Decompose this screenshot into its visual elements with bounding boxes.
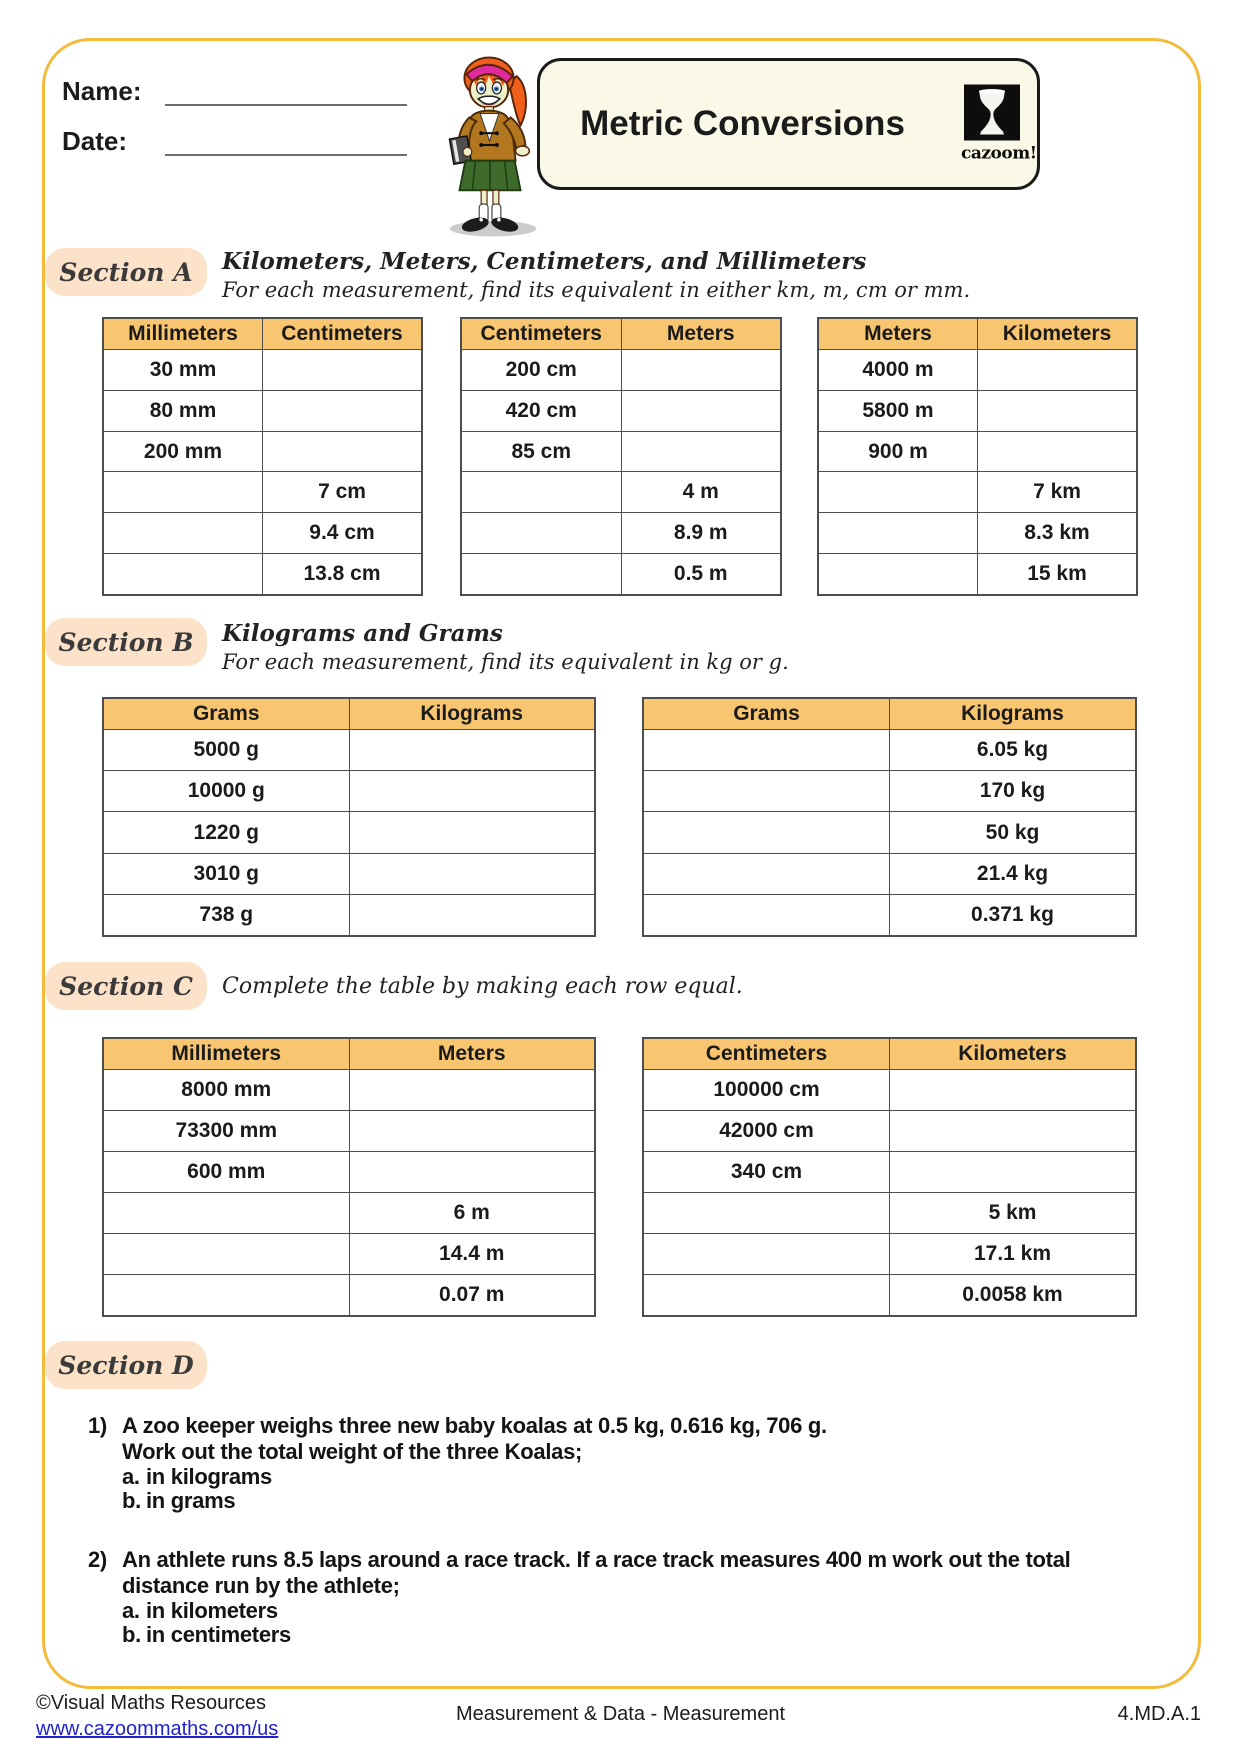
answer-cell xyxy=(262,391,421,431)
question-1-line2: Work out the total weight of the three Koalas; xyxy=(122,1439,583,1464)
table-row xyxy=(644,1069,1135,1110)
column-header: Centimeters xyxy=(262,319,421,349)
question-2-part-a: a. in kilometers xyxy=(122,1598,278,1623)
date-line xyxy=(165,154,407,156)
value-cell: 420 cm xyxy=(505,398,577,422)
table-row xyxy=(104,1110,594,1151)
answer-cell xyxy=(889,1070,1135,1110)
column-header: Grams xyxy=(192,702,260,725)
value-cell: 200 cm xyxy=(505,357,577,381)
column-header: Kilograms xyxy=(349,699,595,729)
answer-cell xyxy=(104,1275,349,1315)
value-cell: 5800 m xyxy=(862,398,934,422)
answer-cell xyxy=(977,350,1136,390)
table-row xyxy=(644,811,1135,852)
question-1 xyxy=(88,1413,1148,1513)
cazoom-logo xyxy=(961,85,1037,164)
table-millimeters-meters xyxy=(102,1037,596,1317)
table-row xyxy=(644,1233,1135,1274)
value-cell: 50 kg xyxy=(889,812,1135,852)
value-cell: 8.3 km xyxy=(977,513,1136,553)
value-cell: 600 mm xyxy=(187,1160,266,1183)
value-cell: 170 kg xyxy=(889,771,1135,811)
question-2-line1: An athlete runs 8.5 laps around a race track. If a race track measures 400 m work out the total xyxy=(122,1547,1071,1572)
table-row xyxy=(644,1110,1135,1151)
table-row xyxy=(644,1192,1135,1233)
column-header: Meters xyxy=(349,1039,595,1069)
section-c-instruction: Complete the table by making each row equal. xyxy=(222,974,743,999)
table-row xyxy=(819,471,1136,512)
answer-cell xyxy=(644,1275,889,1315)
value-cell: 100000 cm xyxy=(713,1078,820,1101)
column-header: Kilometers xyxy=(977,319,1136,349)
question-1-line1: A zoo keeper weighs three new baby koalas at 0.5 kg, 0.616 kg, 706 g. xyxy=(122,1413,827,1438)
value-cell: 17.1 km xyxy=(889,1234,1135,1274)
table-header-row xyxy=(104,319,421,349)
value-cell: 10000 g xyxy=(187,779,265,803)
table-row xyxy=(104,349,421,390)
question-1-part-b: b. in grams xyxy=(122,1488,236,1513)
answer-cell xyxy=(349,895,595,935)
answer-cell xyxy=(349,812,595,852)
table-row xyxy=(104,1274,594,1315)
value-cell: 4 m xyxy=(621,472,781,512)
answer-cell xyxy=(262,432,421,472)
table-row xyxy=(104,471,421,512)
page-title: Metric Conversions xyxy=(580,104,905,143)
answer-cell xyxy=(462,554,621,594)
answer-cell xyxy=(819,472,977,512)
question-2 xyxy=(88,1547,1148,1647)
table-row xyxy=(104,770,594,811)
value-cell: 8.9 m xyxy=(621,513,781,553)
table-row xyxy=(104,729,594,770)
table-row xyxy=(644,770,1135,811)
column-header: Millimeters xyxy=(171,1042,282,1065)
answer-cell xyxy=(104,554,262,594)
table-grams-kilograms-2 xyxy=(642,697,1137,937)
answer-cell xyxy=(644,854,889,894)
cazoom-logo-text: cazoom! xyxy=(961,143,1037,164)
table-row xyxy=(104,390,421,431)
answer-cell xyxy=(462,513,621,553)
question-1-part-a: a. in kilograms xyxy=(122,1464,272,1489)
value-cell: 14.4 m xyxy=(349,1234,595,1274)
cazoom-drum-icon xyxy=(964,85,1020,141)
answer-cell xyxy=(889,1111,1135,1151)
table-row xyxy=(104,1233,594,1274)
table-meters-kilometers xyxy=(817,317,1138,596)
table-row xyxy=(104,1069,594,1110)
answer-cell xyxy=(889,1152,1135,1192)
table-row xyxy=(819,512,1136,553)
section-b-heading: Kilograms and Grams xyxy=(222,620,503,647)
value-cell: 7 km xyxy=(977,472,1136,512)
column-header: Centimeters xyxy=(705,1042,828,1065)
answer-cell xyxy=(621,350,781,390)
table-row xyxy=(104,853,594,894)
table-header-row xyxy=(104,699,594,729)
value-cell: 5000 g xyxy=(193,738,259,762)
name-label: Name: xyxy=(62,76,142,106)
table-row xyxy=(819,431,1136,472)
answer-cell xyxy=(349,854,595,894)
value-cell: 0.371 kg xyxy=(889,895,1135,935)
table-row xyxy=(104,811,594,852)
value-cell: 5 km xyxy=(889,1193,1135,1233)
table-grams-kilograms-1 xyxy=(102,697,596,937)
value-cell: 0.5 m xyxy=(621,554,781,594)
section-a-pill: Section A xyxy=(45,248,207,296)
title-box xyxy=(537,58,1040,190)
schoolgirl-icon xyxy=(432,50,550,240)
table-header-row xyxy=(462,319,780,349)
answer-cell xyxy=(262,350,421,390)
column-header: Kilograms xyxy=(889,699,1135,729)
value-cell: 0.07 m xyxy=(349,1275,595,1315)
question-1-number: 1) xyxy=(88,1413,107,1438)
table-millimeters-centimeters xyxy=(102,317,423,596)
answer-cell xyxy=(644,1193,889,1233)
table-header-row xyxy=(104,1039,594,1069)
column-header: Grams xyxy=(733,702,800,725)
table-row xyxy=(644,729,1135,770)
table-row xyxy=(644,1151,1135,1192)
answer-cell xyxy=(977,432,1136,472)
answer-cell xyxy=(644,1234,889,1274)
answer-cell xyxy=(104,472,262,512)
value-cell: 6.05 kg xyxy=(889,730,1135,770)
table-header-row xyxy=(644,1039,1135,1069)
value-cell: 3010 g xyxy=(193,861,259,885)
answer-cell xyxy=(349,730,595,770)
table-header-row xyxy=(819,319,1136,349)
date-label: Date: xyxy=(62,126,128,156)
table-row xyxy=(819,390,1136,431)
answer-cell xyxy=(349,1070,595,1110)
answer-cell xyxy=(621,391,781,431)
value-cell: 15 km xyxy=(977,554,1136,594)
value-cell: 200 mm xyxy=(143,439,223,463)
table-row xyxy=(104,553,421,594)
name-line xyxy=(165,104,407,106)
answer-cell xyxy=(644,812,889,852)
table-header-row xyxy=(644,699,1135,729)
value-cell: 900 m xyxy=(868,439,928,463)
table-row xyxy=(104,1192,594,1233)
table-row xyxy=(644,853,1135,894)
table-row xyxy=(644,894,1135,935)
section-b-pill: Section B xyxy=(45,618,207,666)
value-cell: 9.4 cm xyxy=(262,513,421,553)
answer-cell xyxy=(104,1193,349,1233)
value-cell: 7 cm xyxy=(262,472,421,512)
section-a-instruction: For each measurement, find its equivalent in either km, m, cm or mm. xyxy=(222,278,971,302)
mascot-girl-illustration xyxy=(432,50,550,245)
value-cell: 4000 m xyxy=(862,357,934,381)
table-row xyxy=(104,894,594,935)
value-cell: 1220 g xyxy=(193,820,259,844)
table-centimeters-kilometers xyxy=(642,1037,1137,1317)
table-row xyxy=(462,553,780,594)
section-d-pill: Section D xyxy=(45,1341,207,1389)
table-row xyxy=(462,471,780,512)
table-row xyxy=(104,431,421,472)
table-row xyxy=(819,349,1136,390)
value-cell: 0.0058 km xyxy=(889,1275,1135,1315)
answer-cell xyxy=(644,730,889,770)
section-b-instruction: For each measurement, find its equivalent in kg or g. xyxy=(222,650,789,674)
answer-cell xyxy=(644,771,889,811)
answer-cell xyxy=(104,1234,349,1274)
table-row xyxy=(462,390,780,431)
value-cell: 30 mm xyxy=(149,357,217,381)
website-link[interactable]: www.cazoommaths.com/us xyxy=(36,1718,279,1740)
table-centimeters-meters xyxy=(460,317,782,596)
column-header: Meters xyxy=(864,322,932,345)
value-cell: 80 mm xyxy=(149,398,217,422)
value-cell: 73300 mm xyxy=(175,1119,278,1142)
column-header: Millimeters xyxy=(128,322,238,345)
answer-cell xyxy=(819,513,977,553)
value-cell: 6 m xyxy=(349,1193,595,1233)
value-cell: 85 cm xyxy=(511,439,572,463)
table-row xyxy=(462,349,780,390)
table-row xyxy=(104,1151,594,1192)
section-c-pill: Section C xyxy=(45,962,207,1010)
column-header: Centimeters xyxy=(480,322,602,345)
question-2-part-b: b. in centimeters xyxy=(122,1622,291,1647)
table-row xyxy=(462,512,780,553)
answer-cell xyxy=(977,391,1136,431)
value-cell: 13.8 cm xyxy=(262,554,421,594)
value-cell: 340 cm xyxy=(730,1160,803,1183)
table-row xyxy=(462,431,780,472)
section-a-heading: Kilometers, Meters, Centimeters, and Millimeters xyxy=(222,248,867,275)
value-cell: 21.4 kg xyxy=(889,854,1135,894)
table-row xyxy=(104,512,421,553)
value-cell: 8000 mm xyxy=(181,1078,272,1101)
footer-category: Measurement & Data - Measurement xyxy=(455,1703,786,1725)
answer-cell xyxy=(462,472,621,512)
question-2-number: 2) xyxy=(88,1547,107,1572)
column-header: Kilometers xyxy=(889,1039,1135,1069)
question-2-line2: distance run by the athlete; xyxy=(122,1573,400,1598)
answer-cell xyxy=(349,1111,595,1151)
table-row xyxy=(644,1274,1135,1315)
answer-cell xyxy=(644,895,889,935)
copyright-text: ©Visual Maths Resources xyxy=(36,1692,267,1714)
answer-cell xyxy=(819,554,977,594)
answer-cell xyxy=(104,513,262,553)
table-row xyxy=(819,553,1136,594)
column-header: Meters xyxy=(621,319,781,349)
answer-cell xyxy=(349,771,595,811)
value-cell: 738 g xyxy=(199,902,254,926)
answer-cell xyxy=(349,1152,595,1192)
value-cell: 42000 cm xyxy=(719,1119,814,1142)
answer-cell xyxy=(621,432,781,472)
standard-code: 4.MD.A.1 xyxy=(1117,1703,1201,1725)
